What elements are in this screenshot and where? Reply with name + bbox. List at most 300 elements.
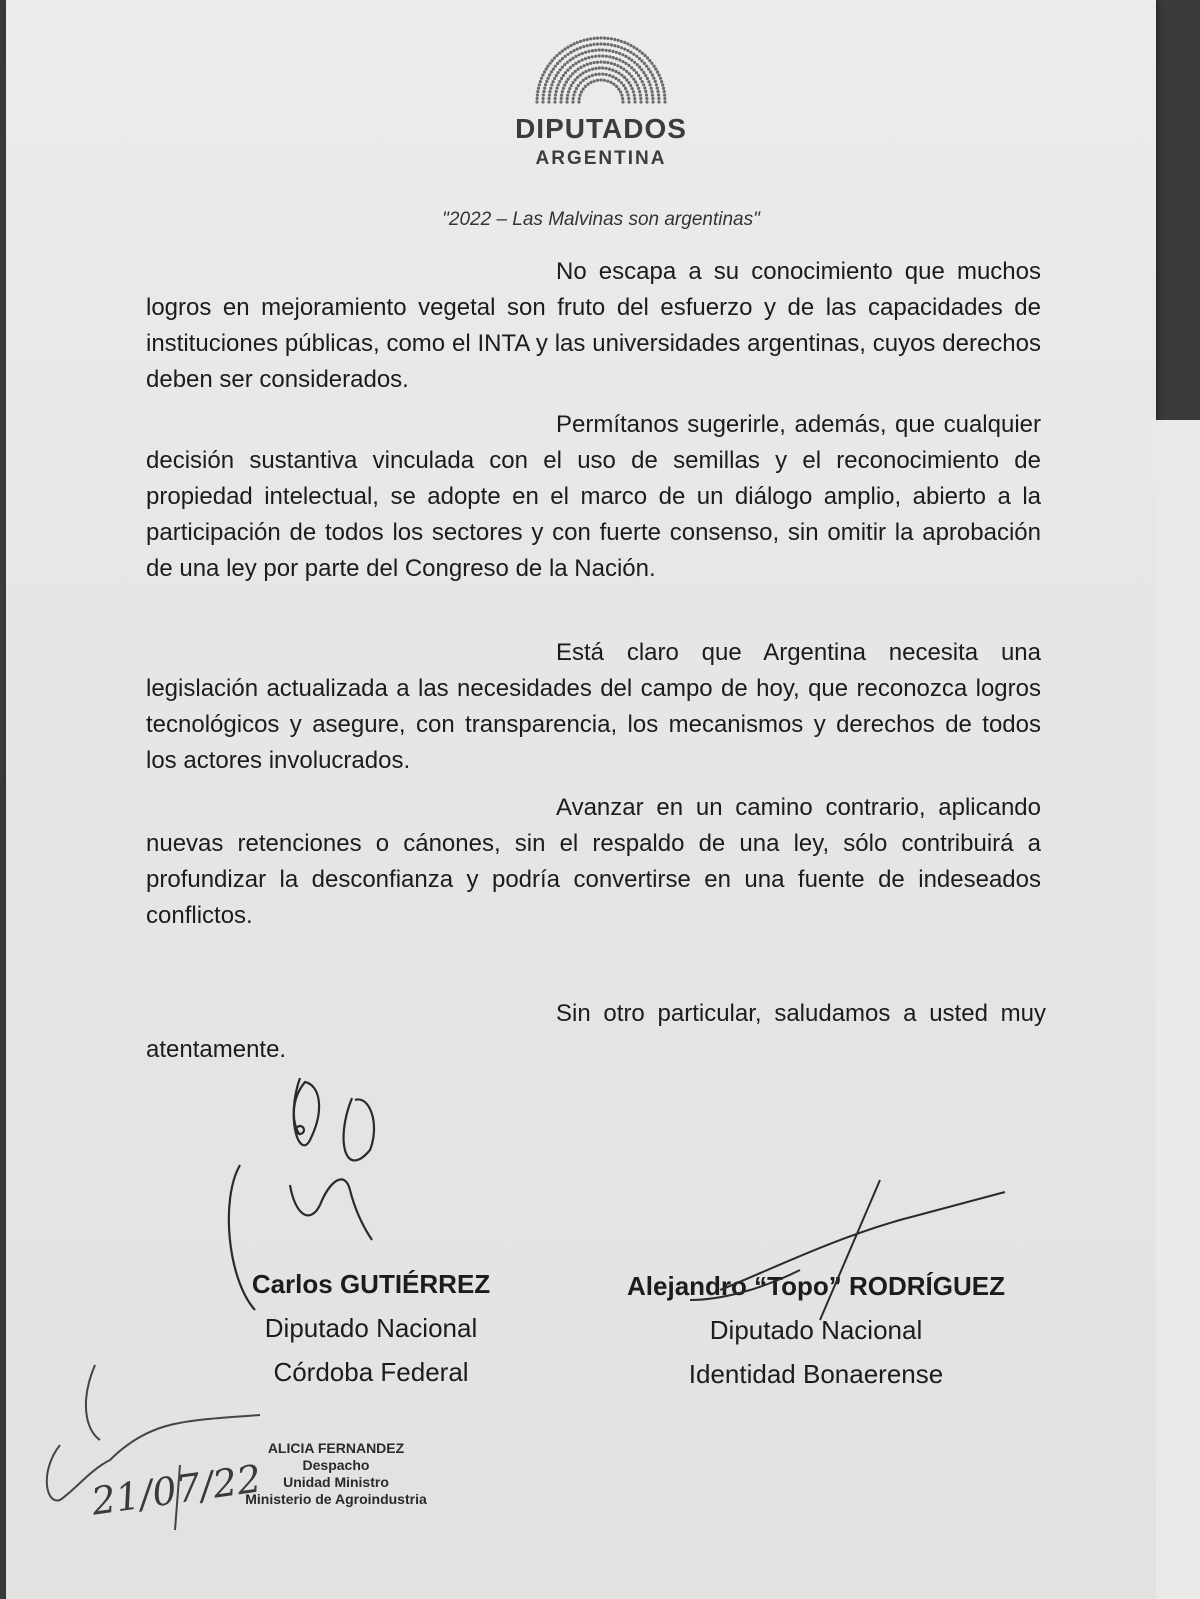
hemicycle-seat	[593, 37, 596, 40]
hemicycle-seat	[645, 65, 648, 68]
hemicycle-seat	[553, 77, 556, 80]
hemicycle-seat	[625, 78, 628, 81]
hemicycle-seat	[551, 59, 554, 62]
hemicycle-seat	[596, 37, 599, 40]
hemicycle-seat	[606, 43, 609, 46]
hemicycle-seat	[572, 93, 575, 96]
hemicycle-seat	[621, 100, 624, 103]
signatory-name: Carlos GUTIÉRREZ	[251, 1269, 491, 1299]
hemicycle-seat	[581, 72, 584, 75]
signature-block-left	[206, 1262, 536, 1394]
stamp-line: Ministerio de Agroindustria	[245, 1491, 427, 1507]
hemicycle-seat	[555, 90, 558, 93]
hemicycle-seat	[558, 80, 561, 83]
hemicycle-seat	[565, 80, 568, 83]
hemicycle-seat	[566, 61, 569, 64]
hemicycle-seat	[594, 73, 597, 76]
hemicycle-seat	[649, 70, 652, 73]
hemicycle-seat	[663, 94, 666, 97]
hemicycle-seat	[574, 62, 577, 65]
hemicycle-seat	[620, 74, 623, 77]
hemicycle-seat	[553, 100, 556, 103]
hemicycle-seat	[620, 94, 623, 97]
hemicycle-seat	[579, 46, 582, 49]
hemicycle-seat	[587, 50, 590, 53]
hemicycle-seat	[632, 46, 635, 49]
hemicycle-seat	[561, 57, 564, 60]
year-motto: "2022 – Las Malvinas son argentinas"	[442, 209, 760, 230]
hemicycle-seat	[601, 73, 604, 76]
brand-subtitle: ARGENTINA	[535, 148, 667, 169]
hemicycle-seat	[643, 62, 646, 65]
hemicycle-seat	[615, 57, 618, 60]
hemicycle-seat	[576, 76, 579, 79]
signatory-role: Diputado Nacional	[709, 1315, 923, 1345]
hemicycle-seat	[561, 90, 564, 93]
hemicycle-seat	[642, 71, 645, 74]
hemicycle-seat	[652, 77, 655, 80]
hemicycle-seat	[619, 90, 622, 93]
hemicycle-seat	[576, 41, 579, 44]
hemicycle-seat	[560, 94, 563, 97]
hemicycle-seat	[584, 51, 587, 54]
hemicycle-seat	[603, 43, 606, 46]
hemicycle-seat	[638, 66, 641, 69]
hemicycle-seat	[644, 90, 647, 93]
hemicycle-seat	[594, 67, 597, 70]
hemicycle-seat	[618, 58, 621, 61]
hemicycle-seat	[555, 54, 558, 57]
hemicycle-seat	[555, 74, 558, 77]
hemicycle-seat	[599, 60, 602, 63]
hemicycle-seat	[584, 77, 587, 80]
hemicycle-seat	[569, 44, 572, 47]
hemicycle-seat	[583, 64, 586, 67]
hemicycle-seat	[588, 75, 591, 78]
hemicycle-seat	[591, 68, 594, 71]
hemicycle-seat	[606, 37, 609, 40]
hemicycle-seat	[581, 58, 584, 61]
hemicycle-seat	[569, 59, 572, 62]
hemicycle-seat	[647, 68, 650, 71]
hemicycle-seat	[633, 97, 636, 100]
signatory-name: Alejandro “Topo” RODRÍGUEZ	[627, 1271, 1005, 1301]
hemicycle-seat	[656, 70, 659, 73]
hemicycle-seat	[628, 72, 631, 75]
hemicycle-seat	[593, 61, 596, 64]
hemicycle-seat	[582, 88, 585, 91]
hemicycle-seat	[624, 87, 627, 90]
hemicycle-seat	[556, 87, 559, 90]
hemicycle-seat	[639, 77, 642, 80]
hemicycle-seat	[620, 46, 623, 49]
hemicycle-seat	[563, 84, 566, 87]
hemicycle-seat	[638, 57, 641, 60]
hemicycle-seat	[584, 70, 587, 73]
hemicycle-seat	[636, 84, 639, 87]
hemicycle-seat	[611, 69, 614, 72]
hemicycle-seat	[610, 37, 613, 40]
hemicycle-seat	[605, 67, 608, 70]
hemicycle-seat	[637, 87, 640, 90]
hemicycle-seat	[559, 68, 562, 71]
hemicycle-seat	[549, 87, 552, 90]
hemicycle-seat	[627, 64, 630, 67]
hemicycle-seat	[606, 80, 609, 83]
hemicycle-seat	[627, 100, 630, 103]
signatory-role: Diputado Nacional	[264, 1313, 478, 1343]
hemicycle-seat	[541, 100, 544, 103]
hemicycle-seat	[582, 45, 585, 48]
hemicycle-seat	[601, 66, 604, 69]
stamp-line: Unidad Ministro	[283, 1474, 389, 1490]
hemicycle-seat	[627, 57, 630, 60]
paragraph-4: Avanzar en un camino contrario, aplicando nuevas retenciones o cánones, sin el respaldo de una ley, sólo contribuirá a profundizar la desconfianza y podría convertirse en una fuente de indeseados conflictos.	[146, 794, 1041, 929]
hemicycle-seat	[541, 74, 544, 77]
hemicycle-seat	[605, 49, 608, 52]
hemicycle-seat	[651, 97, 654, 100]
hemicycle-seat	[618, 52, 621, 55]
hemicycle-seat	[633, 100, 636, 103]
hemicycle-seat	[632, 78, 635, 81]
hemicycle-seat	[622, 68, 625, 71]
hemicycle-seat	[605, 73, 608, 76]
hemicycle-seat	[630, 59, 633, 62]
hemicycle-seat	[650, 90, 653, 93]
hemicycle-seat	[624, 55, 627, 58]
hemicycle-seat	[550, 83, 553, 86]
hemicycle-seat	[646, 77, 649, 80]
hemicycle-seat	[603, 79, 606, 82]
hemicycle-seat	[639, 97, 642, 100]
hemicycle-seat	[613, 63, 616, 66]
desk-background	[1156, 420, 1200, 1599]
hemicycle-seat	[549, 62, 552, 65]
handwritten-date: 21/07/22	[88, 1456, 264, 1524]
hemicycle-seat	[650, 62, 653, 65]
hemicycle-seat	[645, 97, 648, 100]
hemicycle-seat	[634, 80, 637, 83]
hemicycle-seat	[626, 42, 629, 45]
hemicycle-seat	[642, 83, 645, 86]
stamp-line: Despacho	[302, 1457, 370, 1473]
hemicycle-seat	[574, 55, 577, 58]
hemicycle-seat	[657, 97, 660, 100]
hemicycle-seat	[547, 100, 550, 103]
hemicycle-seat	[623, 76, 626, 79]
hemicycle-seat	[629, 84, 632, 87]
stamp-name: ALICIA FERNANDEZ	[267, 1440, 405, 1456]
hemicycle-seat	[554, 65, 557, 68]
hemicycle-seat	[543, 70, 546, 73]
hemicycle-seat	[635, 71, 638, 74]
letter-page	[6, 0, 1156, 1599]
hemicycle-seat	[536, 90, 539, 93]
hemicycle-seat	[591, 49, 594, 52]
hemicycle-seat	[580, 90, 583, 93]
hemicycle-seat	[623, 48, 626, 51]
hemicycle-seat	[657, 100, 660, 103]
hemicycle-seat	[554, 97, 557, 100]
hemicycle-seat	[639, 94, 642, 97]
hemicycle-seat	[617, 79, 620, 82]
hemicycle-seat	[596, 79, 599, 82]
hemicycle-seat	[548, 73, 551, 76]
hemicycle-seat	[589, 81, 592, 84]
hemicycle-seat	[589, 62, 592, 65]
hemicycle-seat	[546, 65, 549, 68]
hemicycle-seat	[569, 66, 572, 69]
hemicycle-seat	[643, 54, 646, 57]
hemicycle-seat	[584, 57, 587, 60]
hemicycle-seat	[579, 40, 582, 43]
hemicycle-seat	[579, 74, 582, 77]
hemicycle-seat	[561, 50, 564, 53]
hemicycle-seat	[582, 39, 585, 42]
hemicycle-seat	[663, 97, 666, 100]
hemicycle-seat	[542, 93, 545, 96]
hemicycle-seat	[598, 73, 601, 76]
hemicycle-seat	[645, 100, 648, 103]
hemicycle-seat	[646, 56, 649, 59]
hemicycle-seat	[620, 81, 623, 84]
hemicycle-seat	[637, 74, 640, 77]
hemicycle-seat	[625, 70, 628, 73]
hemicycle-seat	[577, 68, 580, 71]
hemicycle-seat	[562, 74, 565, 77]
hemicycle-seat	[615, 85, 618, 88]
hemicycle-seat	[560, 77, 563, 80]
hemicycle-seat	[651, 100, 654, 103]
hemicycle-seat	[621, 97, 624, 100]
brand-title: DIPUTADOS	[515, 113, 687, 144]
hemicycle-seat	[570, 84, 573, 87]
hemicycle-seat	[557, 83, 560, 86]
hemicycle-seat	[559, 100, 562, 103]
hemicycle-seat	[566, 94, 569, 97]
hemicycle-seat	[574, 70, 577, 73]
hemicycle-seat	[631, 87, 634, 90]
hemicycle-seat	[573, 42, 576, 45]
hemicycle-seat	[645, 93, 648, 96]
hemicycle-seat	[617, 45, 620, 48]
hemicycle-seat	[640, 59, 643, 62]
hemicycle-seat	[638, 50, 641, 53]
hemicycle-seat	[603, 37, 606, 40]
hemicycle-seat	[577, 84, 580, 87]
hemicycle-seat	[566, 46, 569, 49]
hemicycle-seat	[611, 75, 614, 78]
hemicycle-seat	[644, 74, 647, 77]
hemicycle-seat	[650, 87, 653, 90]
hemicycle-seat	[564, 55, 567, 58]
paragraph-3: Está claro que Argentina necesita una legislación actualizada a las necesidades del campo de hoy, que reconozca logros tecnológicos y asegure, con transparencia, los mecanismos y derechos de todos los actores involucrados.	[146, 639, 1041, 774]
hemicycle-seat	[632, 90, 635, 93]
hemicycle-seat	[626, 49, 629, 52]
hemicycle-seat	[623, 41, 626, 44]
hemicycle-seat	[651, 94, 654, 97]
paragraph-1: No escapa a su conocimiento que muchos logros en mejoramiento vegetal son fruto del esfuerzo y de las capacidades de instituciones públicas, como el INTA y las universidades argentinas, cuyos derechos deben ser considerados.	[146, 258, 1041, 393]
hemicycle-seat	[606, 61, 609, 64]
hemicycle-seat	[610, 62, 613, 65]
hemicycle-seat	[651, 73, 654, 76]
hemicycle-seat	[566, 97, 569, 100]
hemicycle-seat	[535, 100, 538, 103]
hemicycle-seat	[652, 65, 655, 68]
hemicycle-seat	[633, 69, 636, 72]
hemicycle-seat	[616, 64, 619, 67]
hemicycle-seat	[552, 80, 555, 83]
hemicycle-seat	[564, 71, 567, 74]
hemicycle-seat	[594, 49, 597, 52]
closing-line: Sin otro particular, saludamos a usted muy atentamente.	[146, 1000, 1046, 1063]
hemicycle-seat	[556, 62, 559, 65]
hemicycle-seat	[660, 80, 663, 83]
hemicycle-seat	[612, 50, 615, 53]
hemicycle-seat	[630, 66, 633, 69]
hemicycle-seat	[579, 66, 582, 69]
hemicycle-seat	[621, 60, 624, 63]
hemicycle-seat	[581, 52, 584, 55]
hemicycle-seat	[567, 90, 570, 93]
signatory-bloc: Córdoba Federal	[273, 1357, 469, 1387]
hemicycle-seat	[625, 90, 628, 93]
hemicycle-seat	[608, 49, 611, 52]
hemicycle-seat	[627, 97, 630, 100]
hemicycle-seat	[539, 80, 542, 83]
hemicycle-seat	[566, 69, 569, 72]
hemicycle-seat	[554, 93, 557, 96]
hemicycle-seat	[588, 69, 591, 72]
hemicycle-seat	[557, 71, 560, 74]
hemicycle-seat	[663, 90, 666, 93]
hemicycle-seat	[543, 87, 546, 90]
hemicycle-seat	[608, 68, 611, 71]
hemicycle-seat	[621, 53, 624, 56]
hemicycle-seat	[576, 48, 579, 51]
hemicycle-seat	[617, 88, 620, 91]
hemicycle-seat	[641, 80, 644, 83]
hemicycle-seat	[577, 60, 580, 63]
hemicycle-seat	[572, 64, 575, 67]
hemicycle-seat	[571, 100, 574, 103]
hemicycle-seat	[601, 48, 604, 51]
hemicycle-seat	[586, 44, 589, 47]
hemicycle-seat	[654, 67, 657, 70]
hemicycle-seat	[658, 74, 661, 77]
hemicycle-seat	[564, 47, 567, 50]
hemicycle-seat	[563, 63, 566, 66]
hemicycle-seat	[574, 78, 577, 81]
hemicycle-seat	[577, 100, 580, 103]
hemicycle-seat	[542, 97, 545, 100]
hemicycle-seat	[578, 97, 581, 100]
hemicycle-seat	[544, 83, 547, 86]
hemicycle-seat	[579, 94, 582, 97]
hemicycle-seat	[598, 66, 601, 69]
hemicycle-seat	[633, 94, 636, 97]
hemicycle-seat	[619, 66, 622, 69]
hemicycle-seat	[596, 43, 599, 46]
hemicycle-seat	[605, 55, 608, 58]
hemicycle-seat	[598, 54, 601, 57]
hemicycle-seat	[540, 77, 543, 80]
hemicycle-seat	[648, 59, 651, 62]
hemicycle-seat	[654, 80, 657, 83]
hemicycle-seat	[620, 40, 623, 43]
hemicycle-seat	[571, 57, 574, 60]
hemicycle-seat	[629, 44, 632, 47]
hemicycle-seat	[594, 55, 597, 58]
paragraph-2: Permítanos sugerirle, además, que cualquier decisión sustantiva vinculada con el uso de semillas y el reconocimiento de propiedad intelectual, se adopte en el marco de un diálogo amplio, abierto a la participación de todos los sectores y con fuerte consenso, sin omitir la aprobación de una ley por parte del Congreso de la Nación.	[146, 411, 1041, 582]
hemicycle-seat	[640, 68, 643, 71]
hemicycle-seat	[537, 87, 540, 90]
hemicycle-seat	[598, 48, 601, 51]
hemicycle-seat	[638, 90, 641, 93]
hemicycle-seat	[548, 90, 551, 93]
hemicycle-seat	[655, 83, 658, 86]
hemicycle-seat	[663, 100, 666, 103]
hemicycle-seat	[603, 61, 606, 64]
hemicycle-seat	[615, 51, 618, 54]
hemicycle-seat	[656, 87, 659, 90]
hemicycle-seat	[568, 87, 571, 90]
hemicycle-seat	[599, 36, 602, 39]
hemicycle-seat	[579, 81, 582, 84]
hemicycle-seat	[575, 87, 578, 90]
hemicycle-seat	[569, 51, 572, 54]
hemicycle-seat	[608, 55, 611, 58]
hemicycle-seat	[661, 83, 664, 86]
hemicycle-seat	[629, 51, 632, 54]
hemicycle-seat	[573, 90, 576, 93]
hemicycle-seat	[632, 53, 635, 56]
hemicycle-seat	[542, 90, 545, 93]
hemicycle-seat	[608, 74, 611, 77]
hemicycle-seat	[547, 77, 550, 80]
hemicycle-seat	[627, 81, 630, 84]
hemicycle-seat	[589, 37, 592, 40]
hemicycle-seat	[586, 63, 589, 66]
hemicycle-seat	[589, 43, 592, 46]
hemicycle-seat	[536, 94, 539, 97]
hemicycle-seat	[635, 55, 638, 58]
hemicycle-seat	[613, 44, 616, 47]
hemicycle-seat	[565, 100, 568, 103]
hemicycle-seat	[548, 94, 551, 97]
hemicycle-seat	[643, 87, 646, 90]
hemicycle-seat	[536, 97, 539, 100]
congress-hemicycle-icon	[526, 30, 676, 105]
hemicycle-seat	[593, 80, 596, 83]
hemicycle-seat	[659, 77, 662, 80]
hemicycle-seat	[592, 43, 595, 46]
hemicycle-seat	[617, 39, 620, 42]
hemicycle-seat	[572, 97, 575, 100]
hemicycle-seat	[657, 93, 660, 96]
hemicycle-seat	[552, 68, 555, 71]
hemicycle-seat	[639, 100, 642, 103]
hemicycle-seat	[624, 62, 627, 65]
signatory-bloc: Identidad Bonaerense	[688, 1359, 944, 1389]
hemicycle-seat	[610, 43, 613, 46]
hemicycle-seat	[558, 52, 561, 55]
hemicycle-seat	[614, 70, 617, 73]
hemicycle-seat	[567, 78, 570, 81]
hemicycle-seat	[609, 81, 612, 84]
hemicycle-seat	[662, 87, 665, 90]
hemicycle-seat	[641, 52, 644, 55]
